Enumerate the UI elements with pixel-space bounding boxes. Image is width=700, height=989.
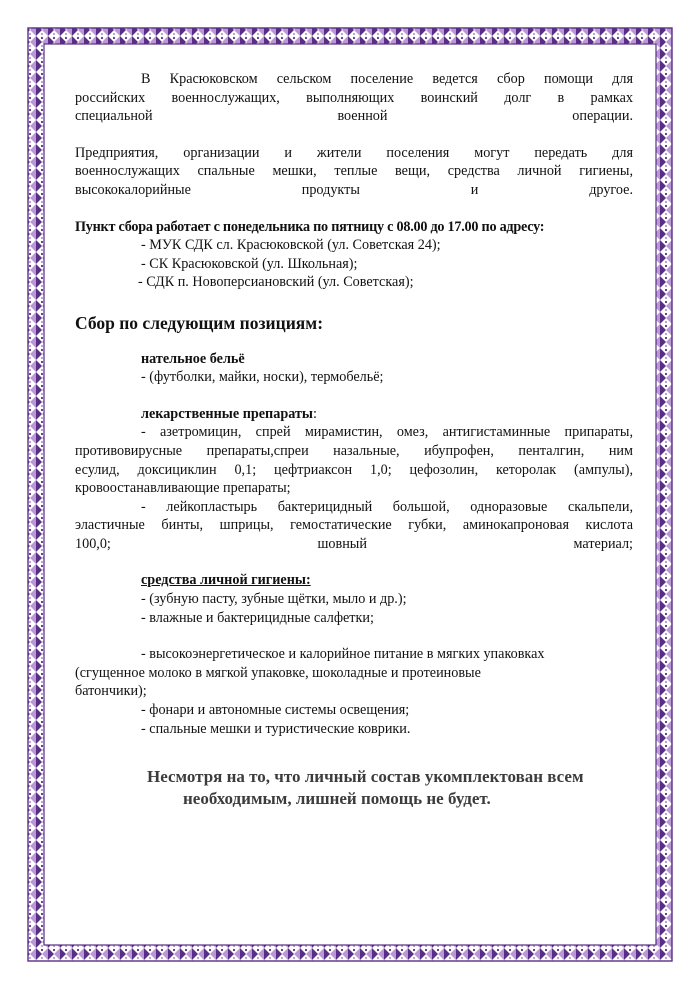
closing-statement [75,766,655,810]
list-item: - влажные и бактерицидные салфетки; [141,609,374,626]
intro-line: специальной военной операции. [75,108,633,125]
closing-line: необходимым, лишней помощь не будет. [183,789,491,808]
list-item: 100,0; шовный материал; [75,535,633,552]
intro-line: В Красюковском сельском поселение ведется сбор помощи для [141,71,633,87]
list-item: - высокоэнергетическое и калорийное питание в мягких упаковках [141,646,545,663]
closing-line: Несмотря на то, что личный состав укомплектован всем [147,767,584,786]
list-item: - азетромицин, спрей мирамистин, омез, антигистаминные припараты, [141,424,633,441]
section-title: нательное бельё [141,350,245,367]
para2-line: военнослужащих спальные мешки, теплые вещи, средства личной гигиены, [75,163,633,180]
address-item: - СК Красюковской (ул. Школьная); [141,255,358,272]
list-item: кровоостанавливающие препараты; [75,480,291,497]
address-item: - СДК п. Новоперсиановский (ул. Советская); [138,274,414,291]
list-item: - (зубную пасту, зубные щётки, мыло и др.); [141,591,407,608]
list-item: - спальные мешки и туристические коврики. [141,720,411,737]
section-title: средства личной гигиены: [141,572,311,589]
para2-line: высококалорийные продукты и другое. [75,181,633,198]
para2-line: Предприятия, организации и жители поселения могут передать для [75,144,633,161]
list-item: эластичные бинты, шприцы, гемостатические губки, аминокапроновая кислота [75,517,633,534]
document-body [75,70,633,738]
intro-line: российских военнослужащих, выполняющих воинский долг в рамках [75,89,633,106]
list-item: - фонари и автономные системы освещения; [141,702,410,719]
list-item: есулид, доксициклин 0,1; цефтриаксон 1,0; цефозолин, кеторолак (ампулы), [75,461,633,478]
list-item: - (футболки, майки, носки), термобельё; [141,369,384,386]
address-item: - МУК СДК сл. Красюковской (ул. Советская 24); [141,237,441,254]
list-item: батончики); [75,683,147,700]
section-title-colon: : [313,405,317,422]
section-title: лекарственные препараты [141,405,313,422]
collection-heading: Пункт сбора работает с понедельника по пятницу с 08.00 до 17.00 по адресу: [75,218,545,235]
list-item: противовирусные препараты,спреи назальные, ибупрофен, пенталгин, ним [75,442,633,459]
list-item: (сгущенное молоко в мягкой упаковке, шоколадные и протеиновые [75,664,481,681]
list-item: - лейкопластырь бактерицидный большой, одноразовые скальпели, [141,498,633,515]
positions-heading: Сбор по следующим позициям: [75,312,324,333]
